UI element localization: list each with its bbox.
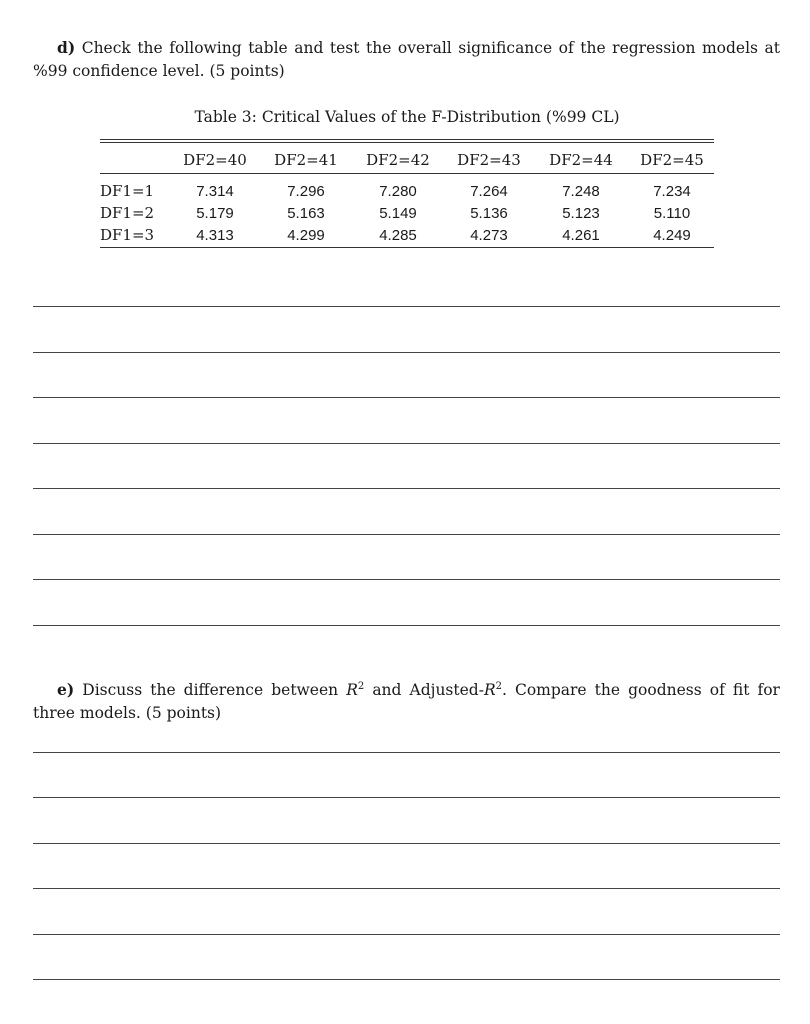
table-cell: 5.136	[470, 205, 508, 222]
answer-line[interactable]	[33, 843, 780, 844]
question-e-text-1: Discuss the difference between	[82, 681, 339, 699]
table-top-rule	[100, 139, 714, 140]
r-superscript-adjusted: 2	[495, 680, 502, 692]
table-cell: 7.248	[562, 183, 600, 200]
table-cell: 4.299	[287, 227, 325, 244]
answer-line[interactable]	[33, 797, 780, 798]
table-cell: 5.179	[196, 205, 234, 222]
table-cell: 5.110	[653, 205, 691, 222]
table-cell: 5.149	[379, 205, 417, 222]
table-caption: Table 3: Critical Values of the F-Distribution (%99 CL)	[194, 108, 620, 126]
answer-line[interactable]	[33, 443, 780, 444]
r-superscript: 2	[357, 680, 365, 692]
table-header-cell: DF2=44	[549, 151, 613, 169]
question-e	[33, 678, 780, 725]
table-header-cell: DF2=42	[366, 151, 430, 169]
table-cell: 7.296	[287, 183, 325, 200]
table-cell: 4.249	[653, 227, 691, 244]
question-d	[33, 36, 780, 83]
answer-line[interactable]	[33, 934, 780, 935]
answer-line[interactable]	[33, 888, 780, 889]
question-d-text: Check the following table and test the overall significance of the regression models at %99 confidence level. (5 points)	[33, 39, 780, 80]
answer-line[interactable]	[33, 979, 780, 980]
table-cell: 4.261	[562, 227, 600, 244]
table-bottom-rule	[100, 247, 714, 248]
answer-line[interactable]	[33, 579, 780, 580]
table-row-label: DF1=3	[100, 226, 155, 244]
answer-line[interactable]	[33, 625, 780, 626]
table-row-label: DF1=2	[100, 204, 155, 222]
question-e-text-2: and Adjusted-	[372, 681, 484, 699]
table-cell: 7.314	[196, 183, 234, 200]
question-e-text-3: . Compare the goodness of fit for three models. (5 points)	[33, 681, 780, 722]
table-header-cell: DF2=45	[640, 151, 704, 169]
question-e-label: e)	[57, 680, 75, 699]
table-header-cell: DF2=43	[457, 151, 521, 169]
table-cell: 5.123	[562, 205, 600, 222]
table-cell: 7.264	[470, 183, 508, 200]
answer-line[interactable]	[33, 397, 780, 398]
table-cell: 7.234	[653, 183, 691, 200]
table-top-rule-2	[100, 142, 714, 143]
table-cell: 7.280	[379, 183, 417, 200]
table-header-cell: DF2=41	[274, 151, 338, 169]
answer-line[interactable]	[33, 534, 780, 535]
table-cell: 4.273	[470, 227, 508, 244]
table-cell: 4.313	[196, 227, 234, 244]
table-cell: 5.163	[287, 205, 325, 222]
answer-line[interactable]	[33, 488, 780, 489]
table-header-cell: DF2=40	[183, 151, 247, 169]
table-row-label: DF1=1	[100, 182, 155, 200]
r-symbol-adjusted: R	[483, 681, 496, 699]
table-header-rule	[100, 173, 714, 174]
answer-line[interactable]	[33, 752, 780, 753]
answer-line[interactable]	[33, 352, 780, 353]
answer-line[interactable]	[33, 306, 780, 307]
table-cell: 4.285	[379, 227, 417, 244]
question-d-label: d)	[57, 38, 76, 57]
r-symbol: R	[346, 681, 358, 699]
